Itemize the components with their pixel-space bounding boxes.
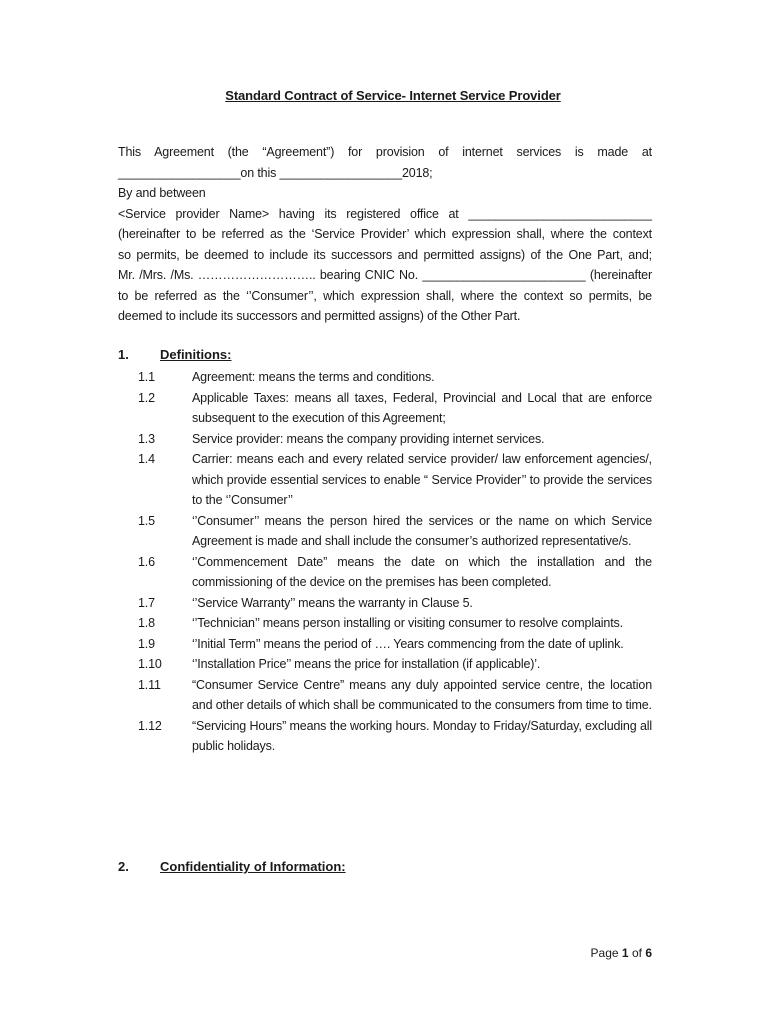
definition-text: ‘’Commencement Date” means the date on which the installation and the commissioning of the device on the premises has been completed.	[192, 554, 652, 589]
definition-number: 1.7	[138, 595, 155, 610]
intro-line: (hereinafter to be referred as the ‘Service Provider’ which expression shall, where the context	[118, 227, 652, 241]
intro-line: Mr. /Mrs. /Ms. ……………………….. bearing CNIC No. ________________________ (hereinafter	[118, 268, 652, 282]
definition-text: ‘’Initial Term’’ means the period of …. Years commencing from the date of uplink.	[192, 636, 624, 651]
definition-item	[118, 367, 652, 388]
definition-text: ‘’Installation Price’’ means the price for installation (if applicable)’.	[192, 657, 541, 671]
definition-item	[118, 716, 652, 757]
section-title: Definitions:	[160, 347, 232, 362]
definitions-list	[118, 367, 652, 757]
intro-line: __________________on this __________________2018;	[118, 165, 433, 180]
page-label: Page	[590, 946, 619, 960]
definition-item	[118, 634, 652, 655]
definition-item	[118, 654, 652, 675]
definition-item	[118, 511, 652, 552]
definition-item	[118, 593, 652, 614]
definition-text: Service provider: means the company providing internet services.	[192, 431, 545, 446]
definition-number: 1.1	[138, 370, 155, 384]
definition-item	[118, 449, 652, 511]
definition-number: 1.11	[138, 677, 161, 692]
definition-text: Carrier: means each and every related service provider/ law enforcement agencies/, which provide essential services to enable “ Service Provider’’ to provide the services to the ‘’Consumer’’	[192, 452, 652, 507]
definition-number: 1.4	[138, 452, 155, 466]
section-heading-definitions	[118, 347, 232, 362]
intro-line: This Agreement (the “Agreement”) for provision of internet services is made at	[118, 145, 652, 159]
definition-number: 1.12	[138, 718, 162, 733]
definition-number: 1.3	[138, 431, 155, 446]
definition-text: ‘’Consumer’’ means the person hired the services or the name on which Service Agreement is made and shall include the consumer’s authorized representative/s.	[192, 513, 652, 548]
section-title: Confidentiality of Information:	[160, 859, 346, 874]
intro-paragraph	[118, 142, 652, 327]
page-number	[591, 946, 652, 960]
definition-text: “Consumer Service Centre” means any duly appointed service centre, the location and other details of which shall be communicated to the consumers from time to time.	[192, 677, 652, 712]
definition-number: 1.2	[138, 390, 155, 405]
intro-line: By and between	[118, 186, 206, 200]
definition-item	[118, 429, 652, 450]
definition-item	[118, 675, 652, 716]
section-heading-confidentiality	[118, 859, 346, 874]
definition-item	[118, 613, 652, 634]
definition-text: ‘’Service Warranty’’ means the warranty in Clause 5.	[192, 595, 473, 610]
definition-number: 1.6	[138, 554, 155, 569]
section-number: 1.	[118, 347, 129, 362]
definition-text: Applicable Taxes: means all taxes, Federal, Provincial and Local that are enforce subsequent to the execution of this Agreement;	[192, 390, 652, 425]
definition-item	[118, 388, 652, 429]
definition-item	[118, 552, 652, 593]
definition-text: Agreement: means the terms and conditions.	[192, 370, 435, 384]
definition-number: 1.5	[138, 513, 155, 528]
definition-number: 1.8	[138, 616, 155, 630]
intro-line: so permits, be deemed to include its successors and permitted assigns) of the One Part, and;	[118, 247, 652, 262]
document-title: Standard Contract of Service- Internet Service Provider	[225, 88, 561, 103]
definition-text: “Servicing Hours” means the working hours. Monday to Friday/Saturday, excluding all public holidays.	[192, 718, 652, 753]
section-number: 2.	[118, 859, 129, 874]
intro-line: <Service provider Name> having its registered office at ___________________________	[118, 206, 652, 221]
page-of: of	[631, 946, 642, 960]
definition-text: ‘’Technician’’ means person installing or visiting consumer to resolve complaints.	[192, 616, 623, 630]
definition-number: 1.9	[138, 636, 155, 651]
intro-line: to be referred as the ‘’Consumer’’, which expression shall, where the context so permits, be	[118, 288, 652, 303]
page-current: 1	[621, 946, 629, 960]
definition-number: 1.10	[138, 657, 162, 671]
intro-line: deemed to include its successors and permitted assigns) of the Other Part.	[118, 309, 521, 323]
page-total: 6	[645, 946, 652, 960]
